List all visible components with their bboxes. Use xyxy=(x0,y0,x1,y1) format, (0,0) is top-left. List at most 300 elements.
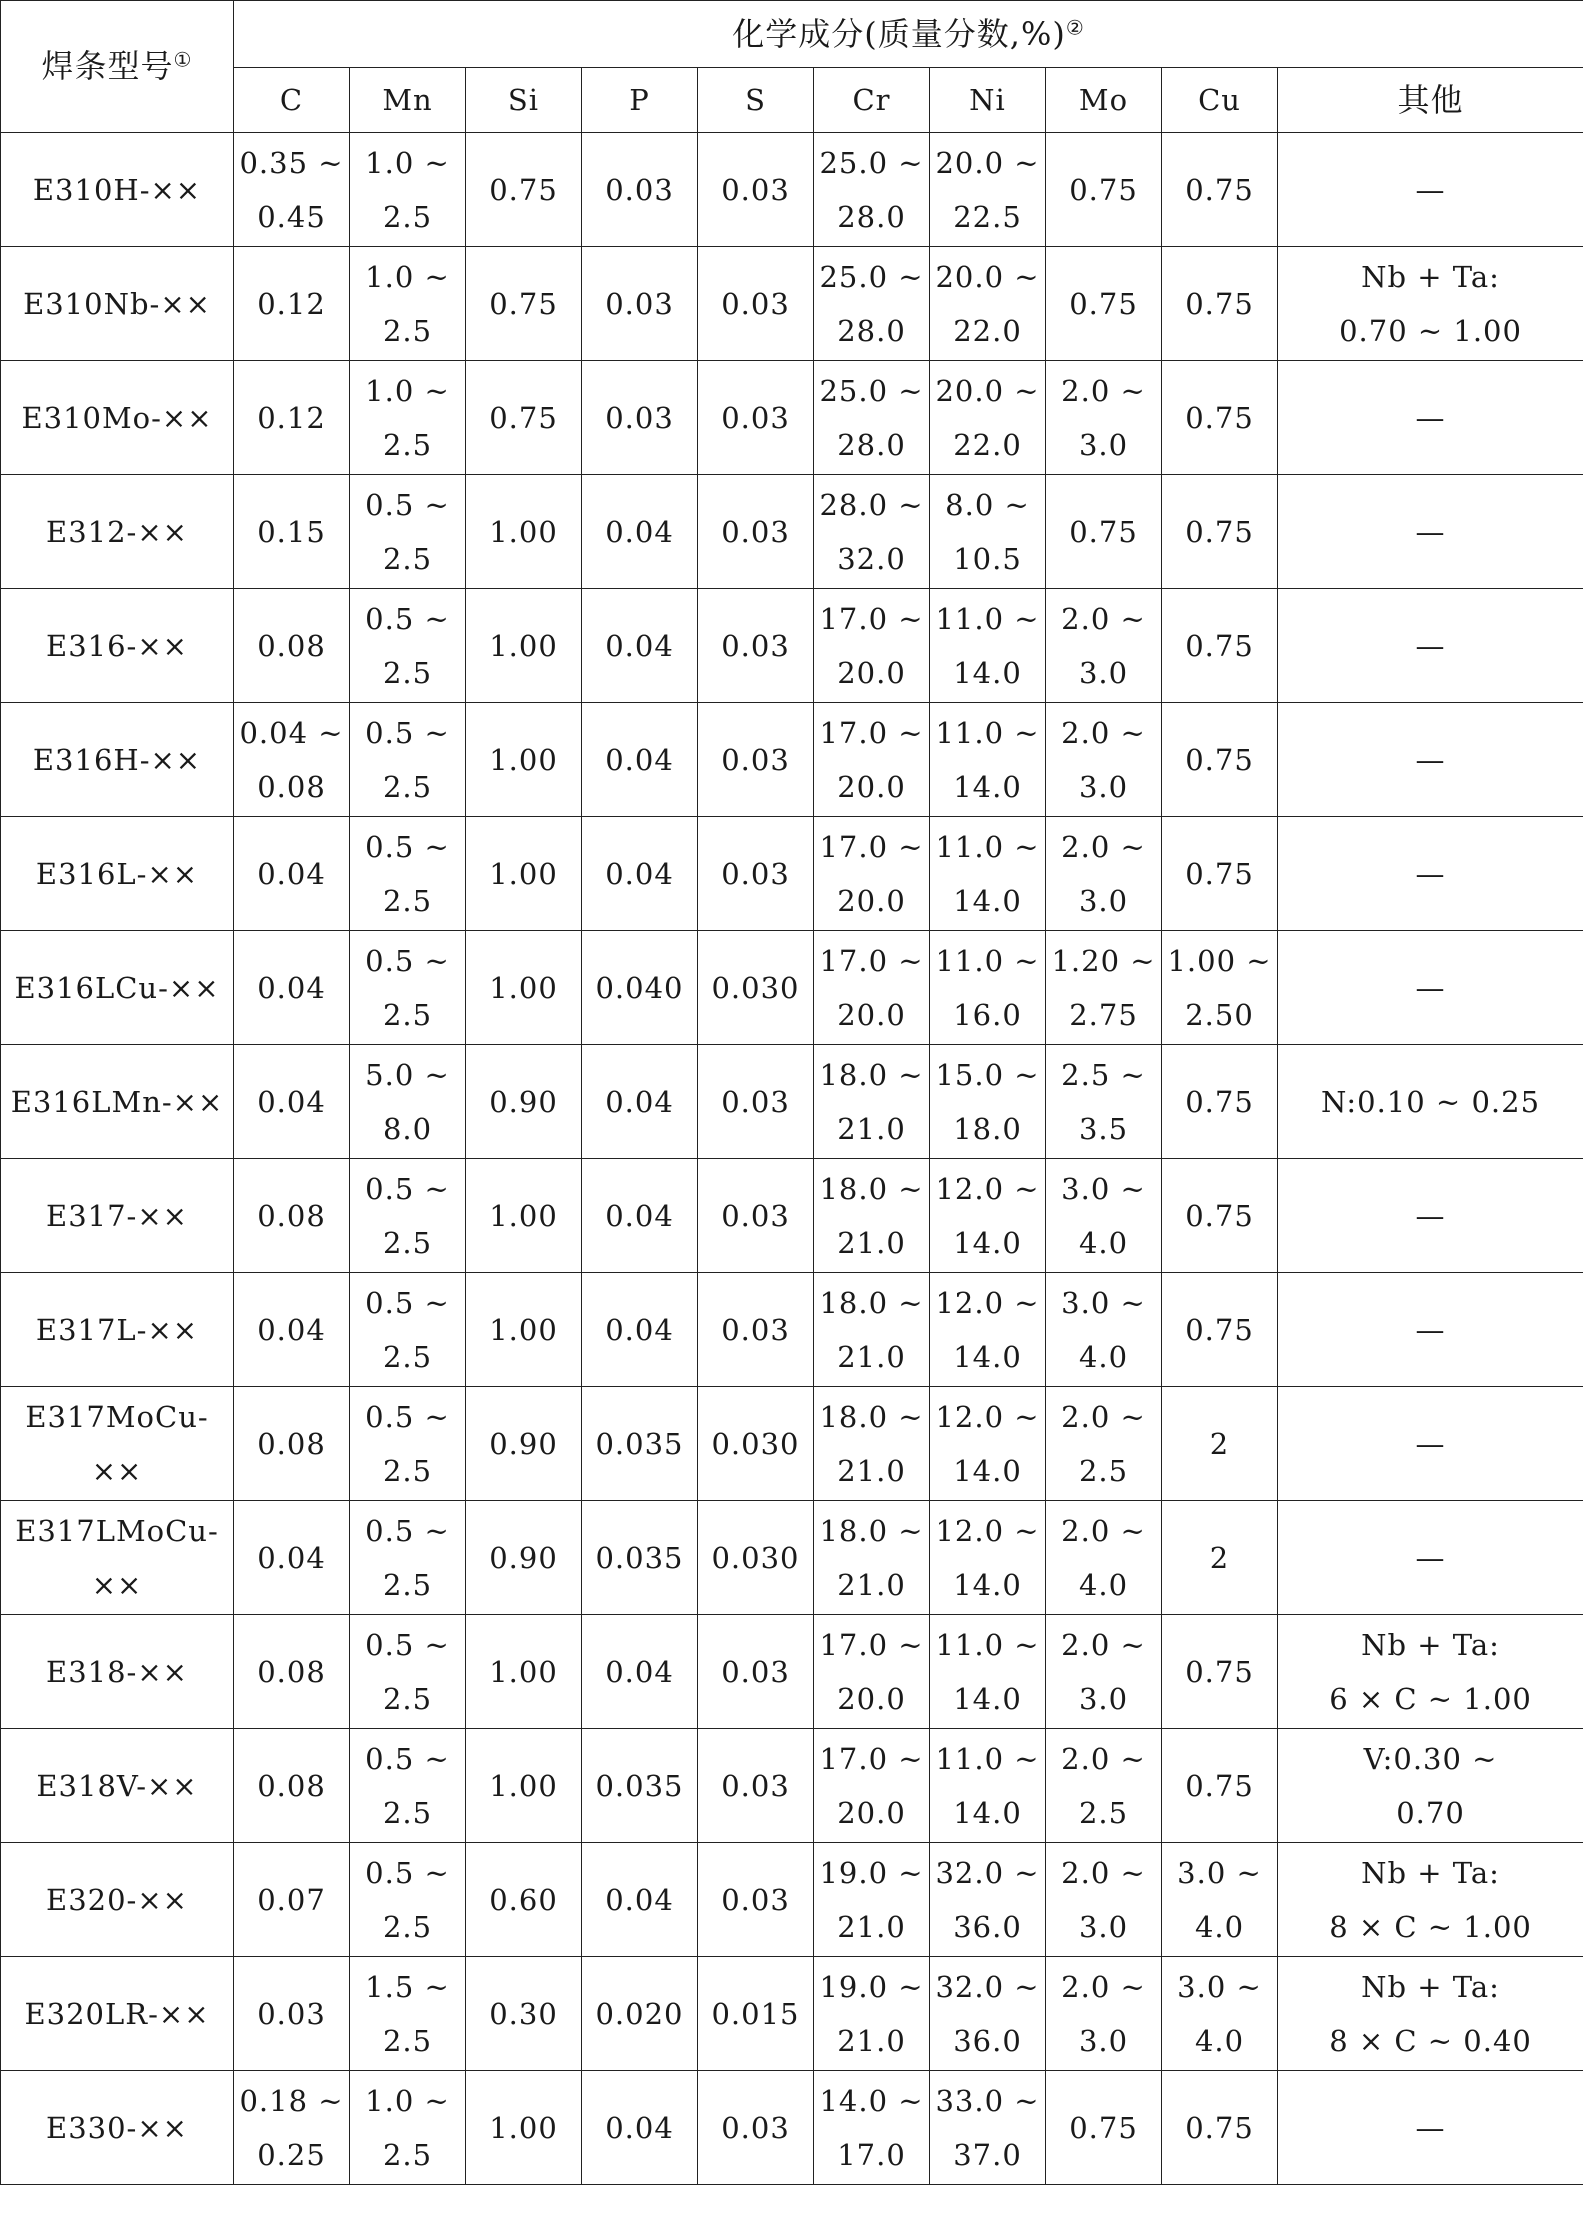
model-header-label: 焊条型号 xyxy=(41,47,174,85)
cell-mn xyxy=(350,1159,466,1273)
cell-cu xyxy=(1162,703,1278,817)
cell-cu xyxy=(1162,475,1278,589)
cell-value: 2.5 xyxy=(382,313,433,348)
cell-mo xyxy=(1046,1045,1162,1159)
cell-value: 0.60 xyxy=(489,1882,558,1917)
cell-value: 0.015 xyxy=(711,1996,800,2031)
cell-value: 0.75 xyxy=(1185,1084,1254,1119)
table-row xyxy=(1,1501,1583,1615)
cell-value: 20.0 xyxy=(837,1795,906,1830)
cell-value: 0.040 xyxy=(595,970,684,1005)
cell-value: 0.04 xyxy=(605,514,674,549)
cell-c xyxy=(234,247,350,361)
cell-value: 10.5 xyxy=(953,541,1022,576)
cell-value: 0.04 xyxy=(605,2110,674,2145)
cell-value: 18.0 ~ xyxy=(819,1513,924,1548)
cell-mn xyxy=(350,1501,466,1615)
cell-value: 4.0 xyxy=(1078,1225,1129,1260)
cell-value: — xyxy=(1415,628,1446,663)
cell-ni xyxy=(930,703,1046,817)
table-row xyxy=(1,931,1583,1045)
table-row xyxy=(1,1387,1583,1501)
cell-value: 1.00 xyxy=(489,628,558,663)
cell-other xyxy=(1278,475,1583,589)
cell-value: 0.03 xyxy=(721,286,790,321)
column-header xyxy=(350,68,466,133)
cell-p xyxy=(582,1273,698,1387)
cell-p xyxy=(582,1729,698,1843)
cell-mo xyxy=(1046,1957,1162,2071)
cell-mn xyxy=(350,1045,466,1159)
cell-value: 0.25 xyxy=(257,2137,326,2172)
cell-value: — xyxy=(1415,742,1446,777)
cell-value: 0.04 xyxy=(605,628,674,663)
cell-value: 1.0 ~ xyxy=(365,145,450,180)
cell-cr xyxy=(814,1159,930,1273)
cell-mo xyxy=(1046,475,1162,589)
cell-value: 0.5 ~ xyxy=(365,943,450,978)
cell-value: 12.0 ~ xyxy=(935,1513,1040,1548)
table-row xyxy=(1,2071,1583,2185)
cell-value: — xyxy=(1415,856,1446,891)
cell-value: 0.5 ~ xyxy=(365,829,450,864)
cell-value: 17.0 ~ xyxy=(819,1741,924,1776)
cell-cr xyxy=(814,2071,930,2185)
cell-value: Nb + Ta: xyxy=(1361,1969,1500,2004)
cell-value: 0.035 xyxy=(595,1426,684,1461)
cell-value: 2.5 xyxy=(382,427,433,462)
model-cell: E316-×× xyxy=(1,589,234,703)
cell-value: 2.5 xyxy=(382,1795,433,1830)
cell-c xyxy=(234,361,350,475)
cell-other xyxy=(1278,1615,1583,1729)
cell-value: 14.0 xyxy=(953,1567,1022,1602)
cell-c xyxy=(234,475,350,589)
cell-value: 2.0 ~ xyxy=(1061,1741,1146,1776)
cell-value: 2.5 xyxy=(382,769,433,804)
cell-value: 20.0 xyxy=(837,883,906,918)
cell-mn xyxy=(350,1729,466,1843)
cell-ni xyxy=(930,589,1046,703)
cell-value: 0.75 xyxy=(1185,514,1254,549)
cell-value: 14.0 xyxy=(953,655,1022,690)
cell-value: 18.0 xyxy=(953,1111,1022,1146)
model-cell: E310Mo-×× xyxy=(1,361,234,475)
cell-value: 0.75 xyxy=(1185,742,1254,777)
cell-p xyxy=(582,1045,698,1159)
cell-value: 14.0 xyxy=(953,1453,1022,1488)
cell-cu xyxy=(1162,1501,1278,1615)
cell-si xyxy=(466,475,582,589)
cell-value: 0.75 xyxy=(1069,514,1138,549)
cell-value: 0.03 xyxy=(721,856,790,891)
cell-value: 0.03 xyxy=(721,2110,790,2145)
cell-si xyxy=(466,1843,582,1957)
cell-value: 8.0 ~ xyxy=(945,487,1030,522)
column-header-label: P xyxy=(629,83,650,117)
cell-value: 2.0 ~ xyxy=(1061,373,1146,408)
cell-value: 0.04 ~ xyxy=(239,715,344,750)
cell-p xyxy=(582,817,698,931)
cell-value: 14.0 xyxy=(953,1339,1022,1374)
cell-s xyxy=(698,931,814,1045)
model-cell: E320-×× xyxy=(1,1843,234,1957)
cell-s xyxy=(698,1615,814,1729)
cell-value: 17.0 ~ xyxy=(819,1627,924,1662)
cell-value: 12.0 ~ xyxy=(935,1171,1040,1206)
cell-value: 1.5 ~ xyxy=(365,1969,450,2004)
cell-value: 2.0 ~ xyxy=(1061,601,1146,636)
cell-c xyxy=(234,1843,350,1957)
cell-si xyxy=(466,1045,582,1159)
table-row xyxy=(1,589,1583,703)
cell-s xyxy=(698,247,814,361)
table-row xyxy=(1,1273,1583,1387)
cell-cu xyxy=(1162,931,1278,1045)
cell-cr xyxy=(814,247,930,361)
cell-ni xyxy=(930,1957,1046,2071)
cell-mn xyxy=(350,1957,466,2071)
cell-cu xyxy=(1162,1387,1278,1501)
model-cell: E318-×× xyxy=(1,1615,234,1729)
cell-value: 2.0 ~ xyxy=(1061,715,1146,750)
cell-value: 8 × C ~ 1.00 xyxy=(1329,1909,1532,1944)
cell-ni xyxy=(930,247,1046,361)
cell-value: 0.07 xyxy=(257,1882,326,1917)
cell-mo xyxy=(1046,361,1162,475)
cell-other xyxy=(1278,1501,1583,1615)
model-cell: E318V-×× xyxy=(1,1729,234,1843)
cell-value: 1.00 xyxy=(489,514,558,549)
cell-p xyxy=(582,1159,698,1273)
cell-value: 20.0 ~ xyxy=(935,259,1040,294)
cell-other xyxy=(1278,931,1583,1045)
cell-p xyxy=(582,1843,698,1957)
cell-other xyxy=(1278,1045,1583,1159)
cell-value: 2.5 xyxy=(382,997,433,1032)
cell-value: 21.0 xyxy=(837,1909,906,1944)
cell-s xyxy=(698,1045,814,1159)
cell-value: 0.90 xyxy=(489,1084,558,1119)
cell-si xyxy=(466,1729,582,1843)
cell-p xyxy=(582,1387,698,1501)
cell-value: 0.03 xyxy=(721,400,790,435)
cell-value: 11.0 ~ xyxy=(935,601,1040,636)
model-cell: E316LMn-×× xyxy=(1,1045,234,1159)
cell-value: Nb + Ta: xyxy=(1361,1855,1500,1890)
column-header-label: Mn xyxy=(382,83,433,117)
cell-value: 2.0 ~ xyxy=(1061,1513,1146,1548)
cell-value: 17.0 ~ xyxy=(819,943,924,978)
cell-value: 33.0 ~ xyxy=(935,2083,1040,2118)
header-row-top xyxy=(1,1,1583,68)
cell-mn xyxy=(350,475,466,589)
table-row xyxy=(1,1843,1583,1957)
cell-value: 0.30 xyxy=(489,1996,558,2031)
table-row xyxy=(1,247,1583,361)
header-row-columns xyxy=(1,68,1583,133)
cell-value: 0.04 xyxy=(605,856,674,891)
cell-value: 20.0 ~ xyxy=(935,373,1040,408)
cell-other xyxy=(1278,2071,1583,2185)
cell-s xyxy=(698,1273,814,1387)
cell-ni xyxy=(930,1159,1046,1273)
model-cell: E317-×× xyxy=(1,1159,234,1273)
cell-ni xyxy=(930,1615,1046,1729)
cell-value: 20.0 xyxy=(837,1681,906,1716)
cell-mo xyxy=(1046,1729,1162,1843)
cell-value: 14.0 xyxy=(953,1795,1022,1830)
table-body xyxy=(1,133,1583,2185)
table-row xyxy=(1,1957,1583,2071)
cell-value: 20.0 ~ xyxy=(935,145,1040,180)
cell-mn xyxy=(350,247,466,361)
cell-cr xyxy=(814,475,930,589)
cell-value: Nb + Ta: xyxy=(1361,259,1500,294)
cell-cu xyxy=(1162,817,1278,931)
cell-mn xyxy=(350,1273,466,1387)
cell-value: 8 × C ~ 0.40 xyxy=(1329,2023,1532,2058)
cell-ni xyxy=(930,1273,1046,1387)
cell-value: 0.75 xyxy=(1185,1768,1254,1803)
cell-mo xyxy=(1046,247,1162,361)
cell-other xyxy=(1278,361,1583,475)
model-cell: E310Nb-×× xyxy=(1,247,234,361)
cell-c xyxy=(234,133,350,247)
cell-value: 3.0 xyxy=(1078,883,1129,918)
cell-ni xyxy=(930,817,1046,931)
cell-value: 0.75 xyxy=(1185,2110,1254,2145)
cell-s xyxy=(698,361,814,475)
cell-value: 2.5 xyxy=(1078,1795,1129,1830)
cell-value: 11.0 ~ xyxy=(935,1627,1040,1662)
cell-value: 17.0 ~ xyxy=(819,601,924,636)
cell-value: 2.5 xyxy=(382,1909,433,1944)
cell-si xyxy=(466,589,582,703)
cell-value: 21.0 xyxy=(837,1225,906,1260)
cell-value: 5.0 ~ xyxy=(365,1057,450,1092)
cell-value: 3.0 xyxy=(1078,1909,1129,1944)
cell-cr xyxy=(814,817,930,931)
cell-si xyxy=(466,1957,582,2071)
cell-value: 0.5 ~ xyxy=(365,1855,450,1890)
cell-value: 0.03 xyxy=(721,742,790,777)
cell-cu xyxy=(1162,133,1278,247)
cell-value: 4.0 xyxy=(1078,1339,1129,1374)
cell-cu xyxy=(1162,1729,1278,1843)
cell-p xyxy=(582,931,698,1045)
cell-value: 0.12 xyxy=(257,286,326,321)
cell-value: 0.08 xyxy=(257,769,326,804)
cell-value: 0.18 ~ xyxy=(239,2083,344,2118)
cell-value: 1.0 ~ xyxy=(365,373,450,408)
cell-value: 0.03 xyxy=(721,172,790,207)
cell-mo xyxy=(1046,1159,1162,1273)
cell-value: 28.0 xyxy=(837,313,906,348)
cell-s xyxy=(698,133,814,247)
column-header xyxy=(1046,68,1162,133)
composition-header-note: ② xyxy=(1065,14,1085,39)
cell-value: 17.0 ~ xyxy=(819,829,924,864)
cell-value: 1.00 xyxy=(489,1312,558,1347)
cell-value: 22.0 xyxy=(953,427,1022,462)
cell-value: 0.03 xyxy=(721,628,790,663)
cell-value: 0.5 ~ xyxy=(365,1171,450,1206)
cell-value: 0.020 xyxy=(595,1996,684,2031)
cell-si xyxy=(466,1615,582,1729)
cell-value: 3.0 ~ xyxy=(1177,1855,1262,1890)
cell-other xyxy=(1278,703,1583,817)
cell-cu xyxy=(1162,2071,1278,2185)
cell-value: 14.0 ~ xyxy=(819,2083,924,2118)
cell-value: 0.04 xyxy=(605,742,674,777)
cell-value: 14.0 xyxy=(953,769,1022,804)
cell-value: 0.15 xyxy=(257,514,326,549)
table-row xyxy=(1,1159,1583,1273)
cell-value: 0.04 xyxy=(605,1198,674,1233)
cell-value: 0.030 xyxy=(711,1540,800,1575)
cell-p xyxy=(582,1957,698,2071)
model-cell: E317LMoCu-×× xyxy=(1,1501,234,1615)
cell-value: 2.5 xyxy=(382,655,433,690)
cell-value: 1.00 xyxy=(489,970,558,1005)
cell-cu xyxy=(1162,1957,1278,2071)
cell-value: V:0.30 ~ xyxy=(1363,1741,1498,1776)
model-cell: E312-×× xyxy=(1,475,234,589)
cell-si xyxy=(466,133,582,247)
cell-value: 6 × C ~ 1.00 xyxy=(1329,1681,1532,1716)
cell-value: 2.0 ~ xyxy=(1061,1627,1146,1662)
cell-value: 0.75 xyxy=(1069,172,1138,207)
cell-p xyxy=(582,247,698,361)
cell-value: 3.5 xyxy=(1078,1111,1129,1146)
composition-header-label: 化学成分(质量分数,%) xyxy=(732,14,1066,53)
cell-ni xyxy=(930,1729,1046,1843)
cell-value: 0.035 xyxy=(595,1768,684,1803)
cell-value: 0.75 xyxy=(1185,628,1254,663)
cell-value: — xyxy=(1415,1540,1446,1575)
cell-value: 0.08 xyxy=(257,628,326,663)
cell-other xyxy=(1278,1729,1583,1843)
cell-value: 2 xyxy=(1209,1540,1230,1575)
cell-value: 21.0 xyxy=(837,1111,906,1146)
cell-ni xyxy=(930,133,1046,247)
cell-value: 0.030 xyxy=(711,1426,800,1461)
cell-p xyxy=(582,1615,698,1729)
cell-value: 1.00 xyxy=(489,1768,558,1803)
cell-value: 1.00 ~ xyxy=(1167,943,1272,978)
table-row xyxy=(1,1729,1583,1843)
cell-s xyxy=(698,1159,814,1273)
cell-value: 20.0 xyxy=(837,769,906,804)
cell-p xyxy=(582,133,698,247)
cell-value: 11.0 ~ xyxy=(935,1741,1040,1776)
cell-si xyxy=(466,1387,582,1501)
cell-value: 18.0 ~ xyxy=(819,1285,924,1320)
table-row xyxy=(1,817,1583,931)
cell-value: 32.0 xyxy=(837,541,906,576)
cell-value: 21.0 xyxy=(837,1453,906,1488)
cell-value: 0.08 xyxy=(257,1654,326,1689)
cell-value: 12.0 ~ xyxy=(935,1285,1040,1320)
cell-s xyxy=(698,475,814,589)
cell-value: 2.0 ~ xyxy=(1061,1399,1146,1434)
cell-value: 14.0 xyxy=(953,883,1022,918)
cell-value: 0.03 xyxy=(257,1996,326,2031)
cell-mo xyxy=(1046,1843,1162,1957)
cell-mn xyxy=(350,2071,466,2185)
cell-cr xyxy=(814,703,930,817)
column-header-label: S xyxy=(745,83,766,117)
cell-value: 2.5 xyxy=(382,1225,433,1260)
cell-p xyxy=(582,589,698,703)
table-row xyxy=(1,703,1583,817)
cell-value: 1.0 ~ xyxy=(365,259,450,294)
cell-cu xyxy=(1162,1843,1278,1957)
cell-value: 20.0 xyxy=(837,997,906,1032)
model-header-note: ① xyxy=(173,47,193,72)
cell-other xyxy=(1278,589,1583,703)
cell-value: 0.04 xyxy=(257,1084,326,1119)
cell-value: 0.08 xyxy=(257,1198,326,1233)
cell-value: 4.0 xyxy=(1194,1909,1245,1944)
cell-mo xyxy=(1046,1387,1162,1501)
cell-value: 25.0 ~ xyxy=(819,373,924,408)
cell-value: 0.04 xyxy=(257,970,326,1005)
cell-value: 0.70 xyxy=(1396,1795,1465,1830)
cell-s xyxy=(698,1843,814,1957)
cell-value: 0.03 xyxy=(605,172,674,207)
cell-value: 3.0 ~ xyxy=(1177,1969,1262,2004)
cell-p xyxy=(582,1501,698,1615)
cell-value: 17.0 xyxy=(837,2137,906,2172)
column-header-label: Cu xyxy=(1198,83,1241,117)
cell-c xyxy=(234,1501,350,1615)
column-header xyxy=(814,68,930,133)
cell-value: 1.20 ~ xyxy=(1051,943,1156,978)
cell-value: 2.0 ~ xyxy=(1061,1969,1146,2004)
column-header xyxy=(466,68,582,133)
column-header-label: Ni xyxy=(969,83,1006,117)
cell-value: 2.5 ~ xyxy=(1061,1057,1146,1092)
cell-value: 3.0 ~ xyxy=(1061,1285,1146,1320)
cell-value: 36.0 xyxy=(953,1909,1022,1944)
cell-value: 14.0 xyxy=(953,1225,1022,1260)
cell-value: 21.0 xyxy=(837,1339,906,1374)
column-header-label: Mo xyxy=(1078,83,1129,117)
model-cell: E330-×× xyxy=(1,2071,234,2185)
cell-value: — xyxy=(1415,1312,1446,1347)
cell-value: 0.90 xyxy=(489,1426,558,1461)
cell-value: 1.0 ~ xyxy=(365,2083,450,2118)
cell-value: 0.75 xyxy=(1185,172,1254,207)
model-header xyxy=(1,1,234,133)
cell-value: 0.75 xyxy=(1185,1654,1254,1689)
cell-mn xyxy=(350,1843,466,1957)
cell-value: 0.03 xyxy=(721,1198,790,1233)
cell-value: 2.5 xyxy=(382,2137,433,2172)
cell-value: 22.0 xyxy=(953,313,1022,348)
cell-value: 28.0 ~ xyxy=(819,487,924,522)
cell-value: 0.03 xyxy=(721,1768,790,1803)
cell-mn xyxy=(350,133,466,247)
cell-value: 0.35 ~ xyxy=(239,145,344,180)
cell-c xyxy=(234,931,350,1045)
cell-value: 3.0 xyxy=(1078,1681,1129,1716)
cell-value: 0.75 xyxy=(1185,286,1254,321)
cell-value: 1.00 xyxy=(489,856,558,891)
cell-p xyxy=(582,703,698,817)
